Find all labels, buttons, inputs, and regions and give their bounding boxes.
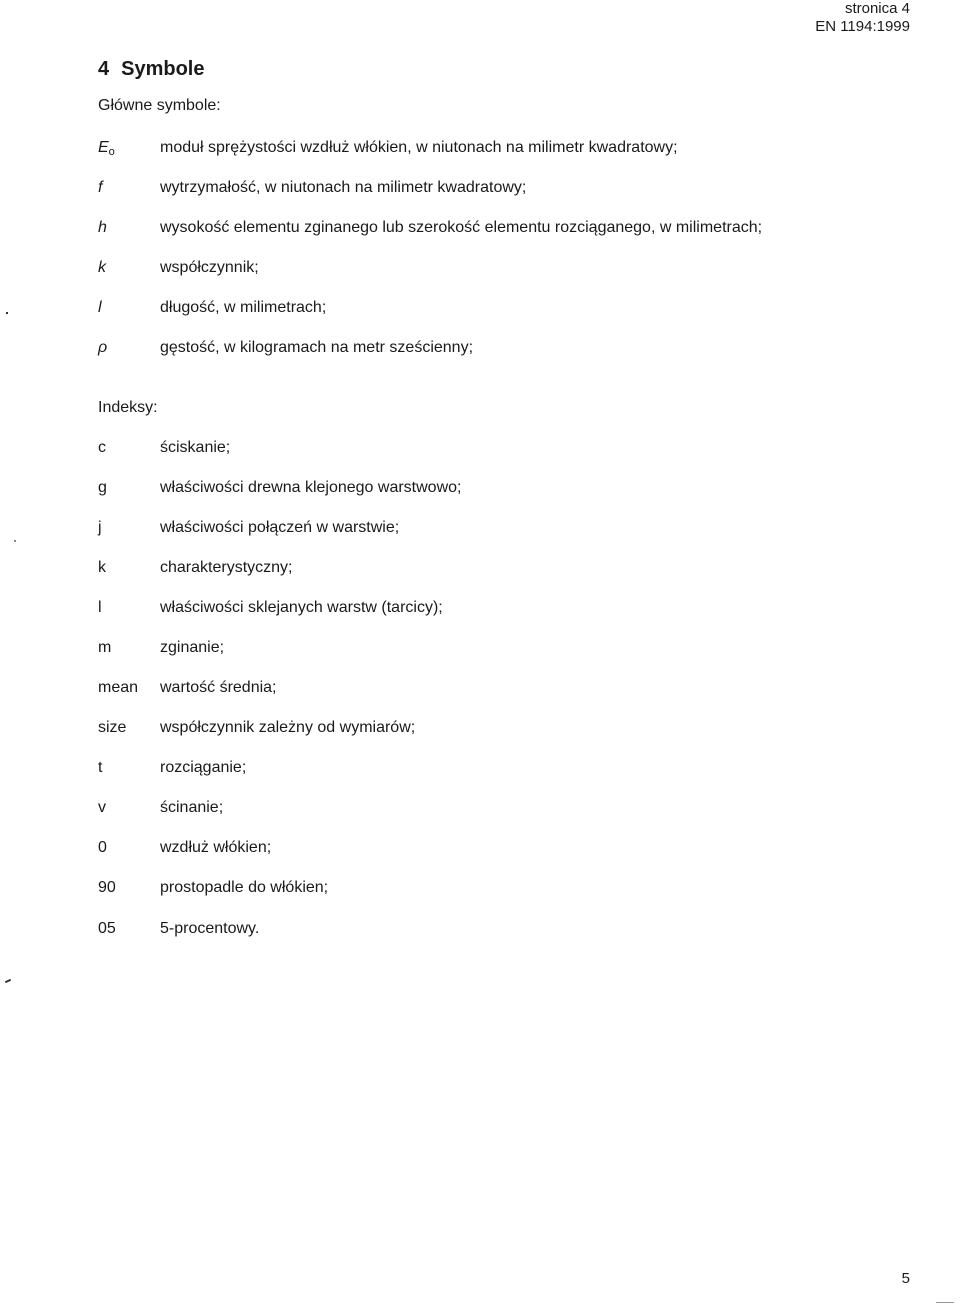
section-number: 4 (98, 58, 110, 80)
index-symbol: size (98, 719, 127, 736)
index-description: 5-procentowy. (160, 920, 260, 937)
index-row (98, 757, 246, 779)
index-row (98, 918, 259, 940)
symbol-row (98, 177, 526, 199)
index-row (98, 637, 224, 659)
index-row (98, 877, 328, 899)
symbol-description: wysokość elementu zginanego lub szerokość elementu rozciąganego, w milimetrach; (160, 219, 763, 236)
index-symbol: v (98, 799, 106, 816)
index-description: charakterystyczny; (160, 559, 293, 576)
scan-speck (5, 979, 11, 983)
page-number: 5 (901, 1270, 910, 1287)
indices-heading: Indeksy: (98, 399, 158, 416)
index-row (98, 837, 271, 859)
document-id: EN 1194:1999 (815, 18, 910, 35)
symbol-description: długość, w milimetrach; (160, 299, 327, 316)
index-row (98, 517, 399, 539)
symbol-description: gęstość, w kilogramach na metr sześcienny; (160, 339, 474, 356)
index-symbol: j (98, 519, 102, 536)
index-row (98, 557, 292, 579)
index-symbol: t (98, 759, 103, 776)
index-symbol: 05 (98, 920, 116, 937)
index-row (98, 797, 223, 819)
scan-speck (14, 540, 16, 542)
symbol: k (98, 259, 106, 276)
index-symbol: g (98, 479, 107, 496)
index-row (98, 717, 415, 739)
index-row (98, 597, 443, 619)
page-header (815, 0, 910, 36)
symbol-subscript: o (108, 146, 115, 158)
symbol: f (98, 179, 103, 196)
index-description: współczynnik zależny od wymiarów; (160, 719, 416, 736)
symbol-description: moduł sprężystości wzdłuż włókien, w niutonach na milimetr kwadratowy; (160, 139, 678, 156)
symbol: ρ (98, 339, 108, 356)
symbol-row (98, 297, 326, 319)
symbol-row (98, 217, 762, 239)
index-symbol: k (98, 559, 106, 576)
index-description: rozciąganie; (160, 759, 247, 776)
symbol: $E_o$ (98, 139, 115, 158)
symbol: h (98, 219, 107, 236)
symbol-row (98, 137, 678, 159)
index-symbol: c (98, 439, 106, 456)
index-description: właściwości sklejanych warstw (tarcicy); (160, 599, 443, 616)
index-description: prostopadle do włókien; (160, 879, 329, 896)
index-description: wartość średnia; (160, 679, 277, 696)
index-row (98, 677, 277, 699)
symbol-description: wytrzymałość, w niutonach na milimetr kwadratowy; (160, 179, 527, 196)
page-label: stronica 4 (844, 0, 910, 17)
index-description: ścinanie; (160, 799, 224, 816)
symbol-row (98, 257, 259, 279)
index-symbol: l (98, 599, 102, 616)
symbol: l (98, 299, 102, 316)
index-row (98, 437, 230, 459)
index-symbol: m (98, 639, 112, 656)
index-description: ściskanie; (160, 439, 231, 456)
index-row (98, 477, 461, 499)
index-symbol: 0 (98, 839, 107, 856)
index-symbol: mean (98, 679, 139, 696)
index-symbol: 90 (98, 879, 116, 896)
scan-speck (936, 1302, 954, 1303)
symbol-description: współczynnik; (160, 259, 259, 276)
index-description: właściwości połączeń w warstwie; (160, 519, 400, 536)
main-symbols-heading: Główne symbole: (98, 97, 221, 114)
section-title-text: Symbole (121, 58, 205, 80)
index-description: zginanie; (160, 639, 225, 656)
symbol-row (98, 337, 473, 359)
scan-speck (6, 312, 8, 314)
index-description: wzdłuż włókien; (160, 839, 272, 856)
section-title (98, 56, 204, 82)
index-description: właściwości drewna klejonego warstwowo; (160, 479, 462, 496)
